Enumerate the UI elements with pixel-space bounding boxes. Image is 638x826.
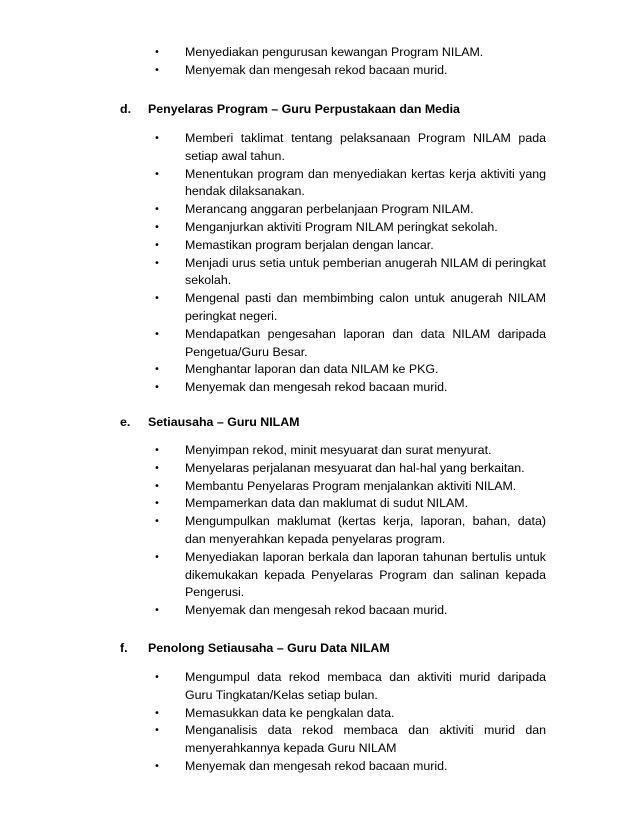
bullet-icon: • <box>154 64 160 76</box>
list-item-text: Mempamerkan data dan maklumat di sudut NILAM. <box>185 496 469 511</box>
list-item-text: Menganjurkan aktiviti Program NILAM peringkat sekolah. <box>185 219 498 234</box>
bullet-icon: • <box>154 257 160 269</box>
list-item-text: Memberi taklimat tentang pelaksanaan Program NILAM pada setiap awal tahun. <box>185 131 546 163</box>
section-title: Penyelaras Program – Guru Perpustakaan dan Media <box>148 102 460 116</box>
bullet-icon: • <box>154 204 160 216</box>
bullet-icon: • <box>154 498 160 510</box>
list-item <box>154 442 546 460</box>
list-item-text: Menyediakan laporan berkala dan laporan tahunan bertulis untuk dikemukakan kepada Penyelaras Program dan salinan kepada Pengerusi. <box>185 549 546 600</box>
list-item <box>154 669 546 705</box>
bullet-icon: • <box>154 364 160 376</box>
bullet-icon: • <box>154 133 160 144</box>
list-item <box>154 495 546 513</box>
section-d <box>0 101 638 119</box>
list-item-text: Memastikan program berjalan dengan lancar. <box>185 237 434 252</box>
bullet-icon: • <box>154 516 160 528</box>
bullet-icon: • <box>154 551 160 563</box>
list-item <box>154 460 546 478</box>
list-item <box>154 758 546 776</box>
bullet-icon: • <box>154 445 160 456</box>
list-item <box>154 219 546 237</box>
list-item <box>154 361 546 379</box>
list-item-text: Menentukan program dan menyediakan kertas kerja aktiviti yang hendak dilaksanakan. <box>185 166 546 199</box>
list-item-text: Menyemak dan mengesah rekod bacaan murid. <box>185 758 448 773</box>
bullet-icon: • <box>154 672 160 683</box>
section-f <box>0 640 638 658</box>
list-item-text: Membantu Penyelaras Program menjalankan aktiviti NILAM. <box>185 478 517 493</box>
section-title: Setiausaha – Guru NILAM <box>148 415 300 429</box>
list-item-text: Menyemak dan mengesah rekod bacaan murid. <box>185 380 448 395</box>
list-item <box>154 602 546 620</box>
list-item-text: Menyelaras perjalanan mesyuarat dan hal-hal yang berkaitan. <box>185 460 525 475</box>
section-heading <box>0 414 638 432</box>
list-item <box>154 549 546 602</box>
list-item-text: Menghantar laporan dan data NILAM ke PKG. <box>185 362 439 377</box>
list-item <box>154 237 546 255</box>
list-item-text: Menjadi urus setia untuk pemberian anugerah NILAM di peringkat sekolah. <box>185 255 546 288</box>
list-item-text: Merancang anggaran perbelanjaan Program NILAM. <box>185 202 474 217</box>
bullet-icon: • <box>154 725 160 737</box>
section-heading <box>0 101 638 119</box>
list-item <box>154 513 546 549</box>
list-item-text: Memasukkan data ke pengkalan data. <box>185 705 395 720</box>
list-item-text: Mengumpulkan maklumat (kertas kerja, laporan, bahan, data) dan menyerahkan kepada penyelaras program. <box>185 514 546 546</box>
list-item-text: Menyemak dan mengesah rekod bacaan murid. <box>185 603 448 618</box>
bullet-icon: • <box>154 382 160 394</box>
section-letter: e. <box>120 415 131 429</box>
list-item-text: Mendapatkan pengesahan laporan dan data NILAM daripada Pengetua/Guru Besar. <box>185 326 546 359</box>
intro-list <box>154 44 546 80</box>
list-item-text: Menganalisis data rekod membaca dan aktiviti murid dan menyerahkannya kepada Guru NILAM <box>185 723 546 756</box>
list-item <box>154 290 546 326</box>
bullet-icon: • <box>154 480 160 492</box>
section-d-list <box>154 130 546 397</box>
list-item <box>154 130 546 166</box>
list-item <box>154 379 546 397</box>
bullet-icon: • <box>154 605 160 617</box>
bullet-icon: • <box>154 221 160 233</box>
section-e <box>0 414 638 432</box>
bullet-icon: • <box>154 293 160 305</box>
list-item-text: Mengumpul data rekod membaca dan aktiviti murid daripada Guru Tingkatan/Kelas setiap bulan. <box>185 670 546 702</box>
list-item <box>154 255 546 291</box>
list-item <box>154 326 546 362</box>
list-item <box>154 166 546 202</box>
list-item <box>154 201 546 219</box>
section-title: Penolong Setiausaha – Guru Data NILAM <box>148 641 390 655</box>
bullet-icon: • <box>154 168 160 180</box>
section-letter: d. <box>120 102 132 116</box>
bullet-icon: • <box>154 328 160 340</box>
section-heading <box>0 640 638 658</box>
bullet-icon: • <box>154 760 160 772</box>
list-item <box>154 705 546 723</box>
bullet-icon: • <box>154 47 160 58</box>
list-item <box>154 44 546 62</box>
section-letter: f. <box>120 641 128 655</box>
section-e-list <box>154 442 546 620</box>
list-item <box>154 62 546 80</box>
bullet-icon: • <box>154 707 160 719</box>
list-item-text: Menyemak dan mengesah rekod bacaan murid. <box>185 62 448 77</box>
bullet-icon: • <box>154 239 160 251</box>
bullet-icon: • <box>154 462 160 474</box>
list-item <box>154 478 546 496</box>
section-f-list <box>154 669 546 776</box>
list-item-text: Menyimpan rekod, minit mesyuarat dan surat menyurat. <box>185 443 492 457</box>
list-item <box>154 722 546 758</box>
list-item-text: Mengenal pasti dan membimbing calon untuk anugerah NILAM peringkat negeri. <box>185 291 546 323</box>
list-item-text: Menyediakan pengurusan kewangan Program NILAM. <box>185 45 484 59</box>
